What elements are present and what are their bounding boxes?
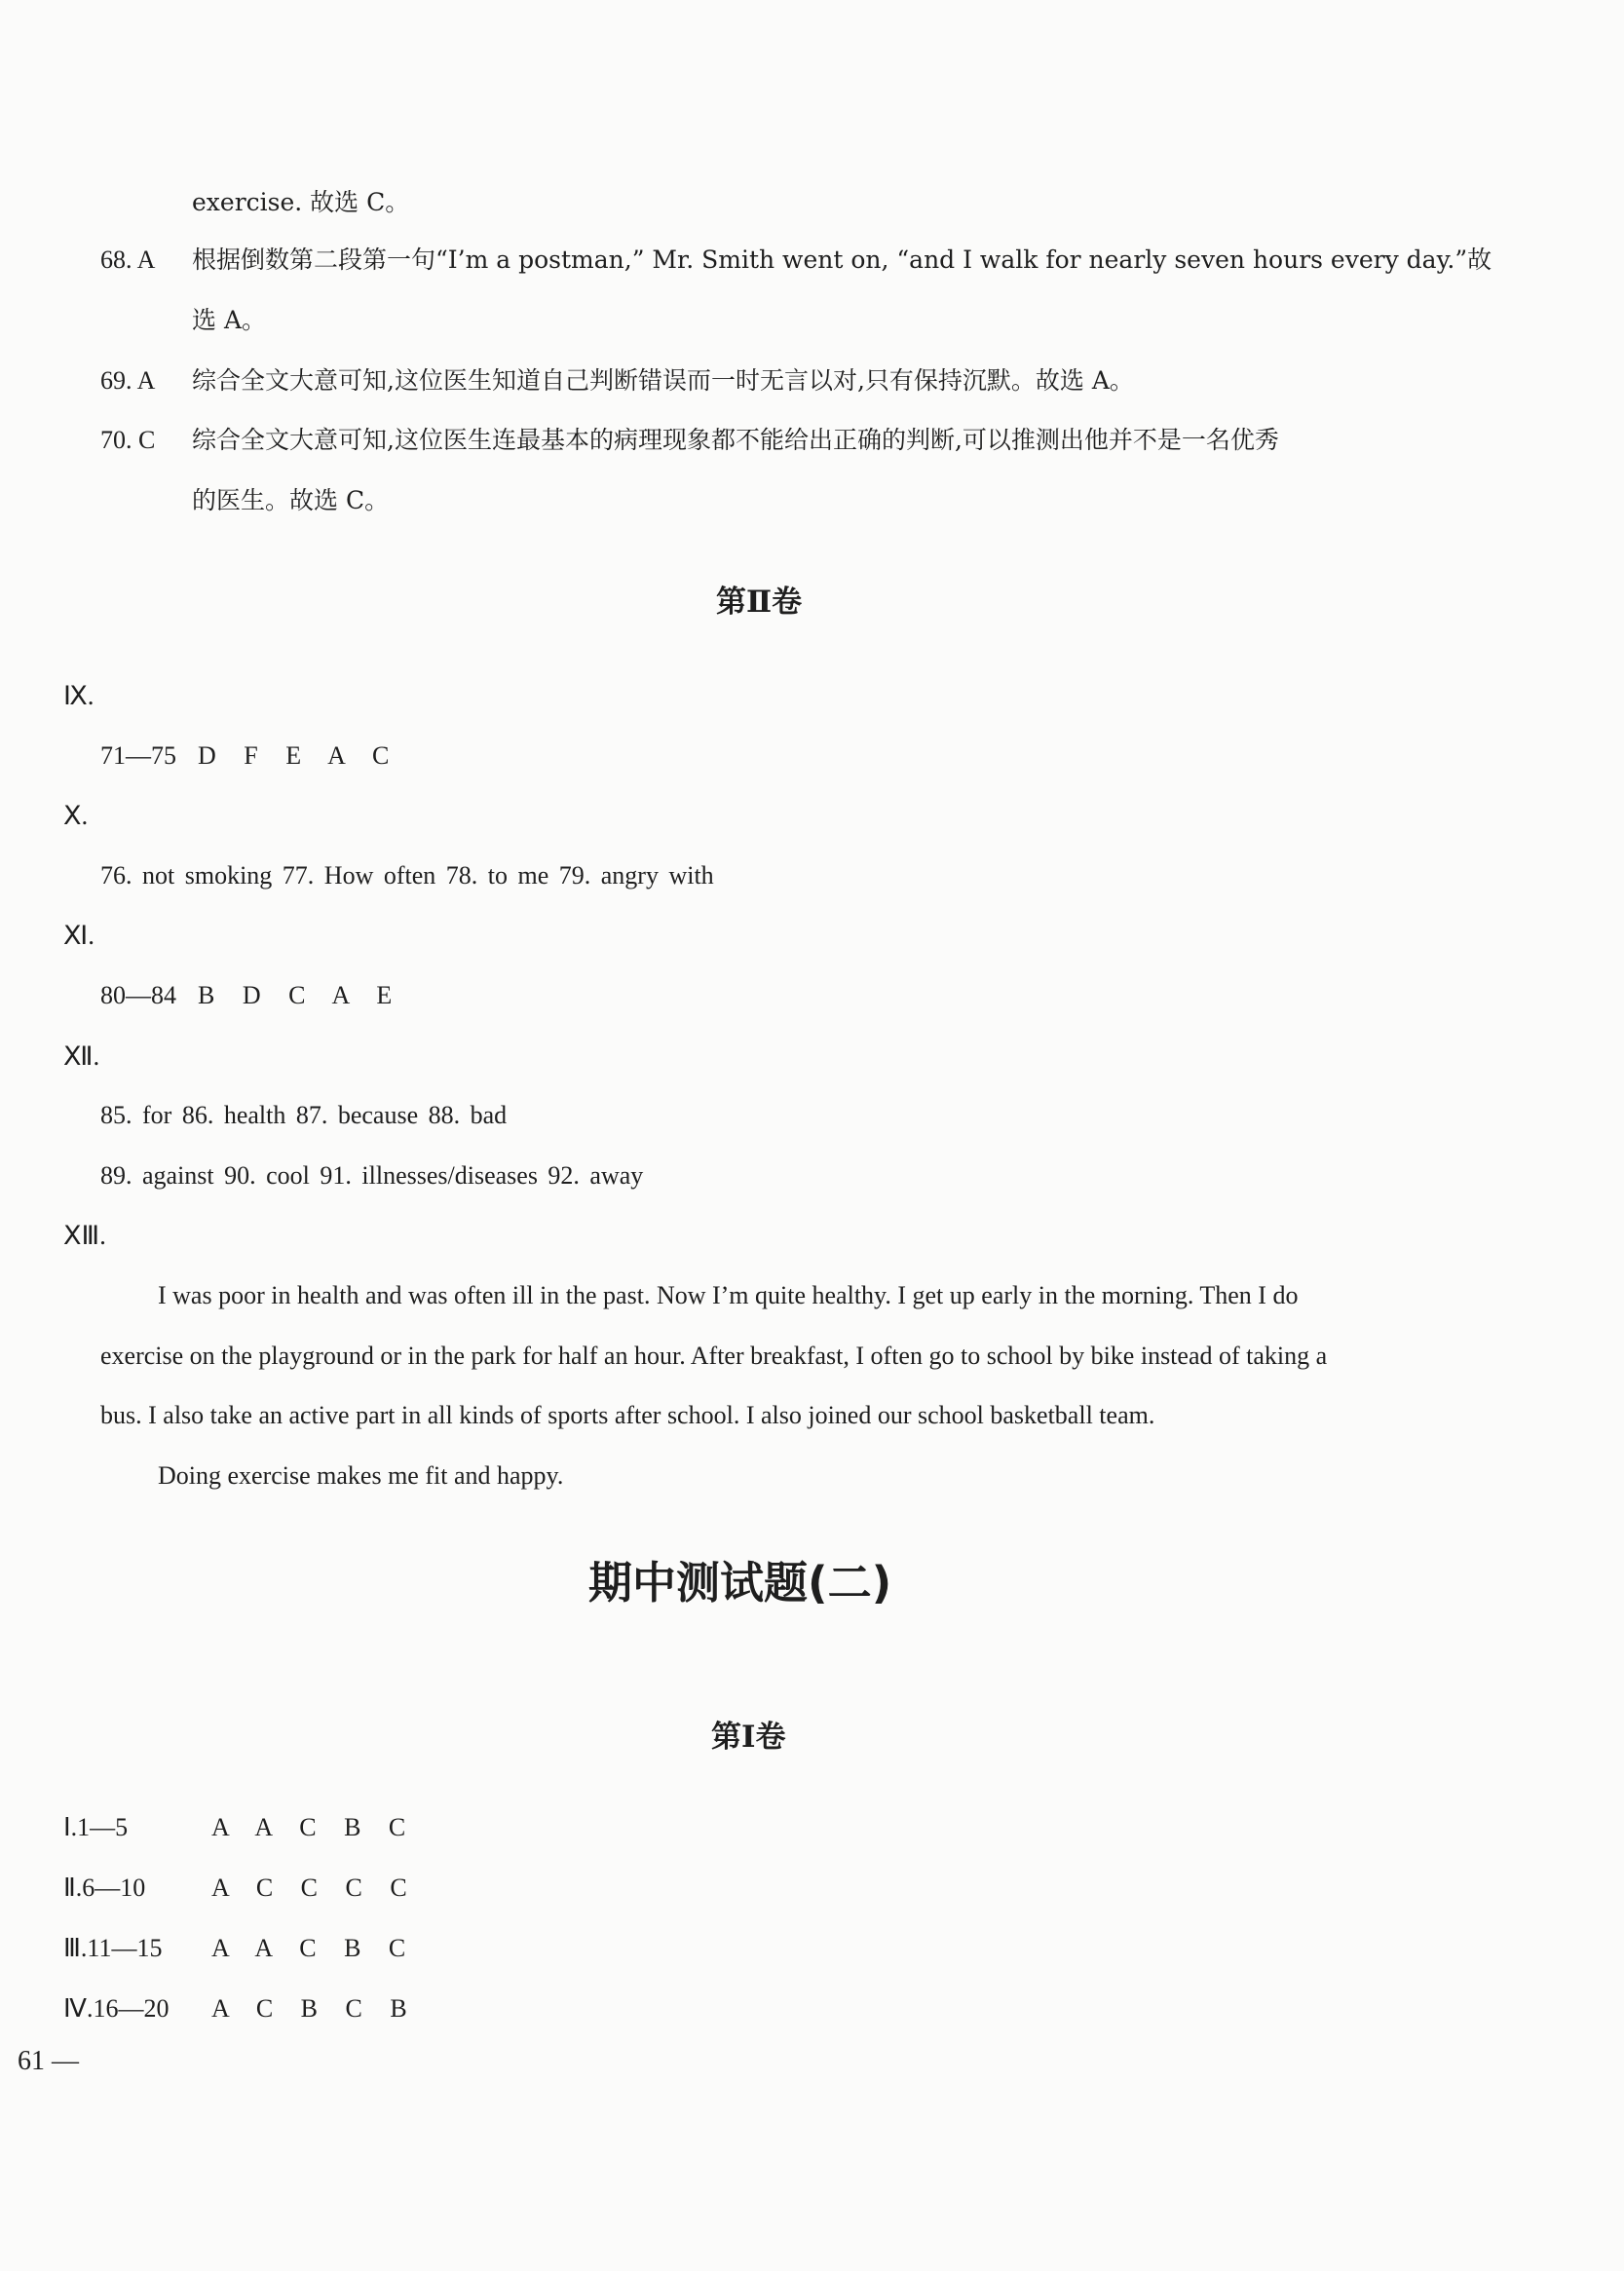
part-label: Ⅸ. (63, 681, 94, 710)
part-answer: 85. for 86. health 87. because 88. bad (100, 1101, 508, 1129)
part-answer: 89. against 90. cool 91. illnesses/diseases 92. away (100, 1161, 644, 1190)
answer-label: Ⅰ.1—5 (63, 1813, 129, 1841)
part-answer: 76. not smoking 77. How often 78. to me 79. angry with (100, 861, 714, 889)
continuation-text: exercise. 故选 C。 (192, 188, 410, 216)
section-title: 第Ⅰ卷 (711, 1720, 786, 1755)
answer-row (63, 1872, 407, 1905)
item-explanation: 综合全文大意可知,这位医生连最基本的病理现象都不能给出正确的判断,可以推测出他并不是一名优秀 (192, 426, 1279, 454)
part-label: Ⅹ. (63, 801, 89, 830)
item-explanation-cont: 的医生。故选 C。 (192, 486, 390, 514)
answer-label: Ⅳ.16—20 (63, 1994, 170, 2023)
answer-label: Ⅱ.6—10 (63, 1874, 146, 1902)
answer-range: 71—75 (100, 741, 176, 770)
essay-line: Doing exercise makes me fit and happy. (158, 1461, 564, 1490)
answer-letters: A A C B C (211, 1813, 406, 1841)
section-title: 第Ⅱ卷 (716, 585, 803, 620)
answer-letters: A C B C B (211, 1994, 407, 2023)
item-number: 68. A (100, 246, 156, 274)
answer-row (63, 1932, 405, 1965)
essay-line: I was poor in health and was often ill in the past. Now I’m quite healthy. I get up early in the morning. Then I do (158, 1281, 1299, 1309)
part-label: Ⅻ. (63, 1041, 100, 1071)
answer-row (63, 1811, 405, 1844)
page-number: 61 — (18, 2046, 79, 2076)
exam-title: 期中测试题(二) (588, 1557, 892, 1609)
part-answer (100, 739, 389, 773)
item-explanation: 根据倒数第二段第一句“I’m a postman,” Mr. Smith went on, “and I walk for nearly seven hours every day.”故 (192, 246, 1492, 274)
item-number: 69. A (100, 366, 156, 395)
item-explanation: 综合全文大意可知,这位医生知道自己判断错误而一时无言以对,只有保持沉默。故选 A。 (192, 366, 1134, 395)
part-answer (100, 979, 392, 1012)
essay-line: bus. I also take an active part in all kinds of sports after school. I also joined our school basketball team. (100, 1401, 1155, 1429)
answer-label: Ⅲ.11—15 (63, 1934, 163, 1962)
part-label: Ⅺ. (63, 921, 94, 950)
answer-letters: B D C A E (198, 981, 393, 1009)
item-explanation-cont: 选 A。 (192, 306, 267, 334)
answer-range: 80—84 (100, 981, 176, 1009)
answer-letters: A C C C C (211, 1874, 407, 1902)
answer-letters: D F E A C (198, 741, 390, 770)
part-label: ⅩⅢ. (63, 1221, 106, 1250)
answer-letters: A A C B C (211, 1934, 406, 1962)
essay-line: exercise on the playground or in the park for half an hour. After breakfast, I often go to school by bike instead of taking a (100, 1342, 1328, 1370)
answer-row (63, 1992, 407, 2025)
item-number: 70. C (100, 426, 156, 454)
